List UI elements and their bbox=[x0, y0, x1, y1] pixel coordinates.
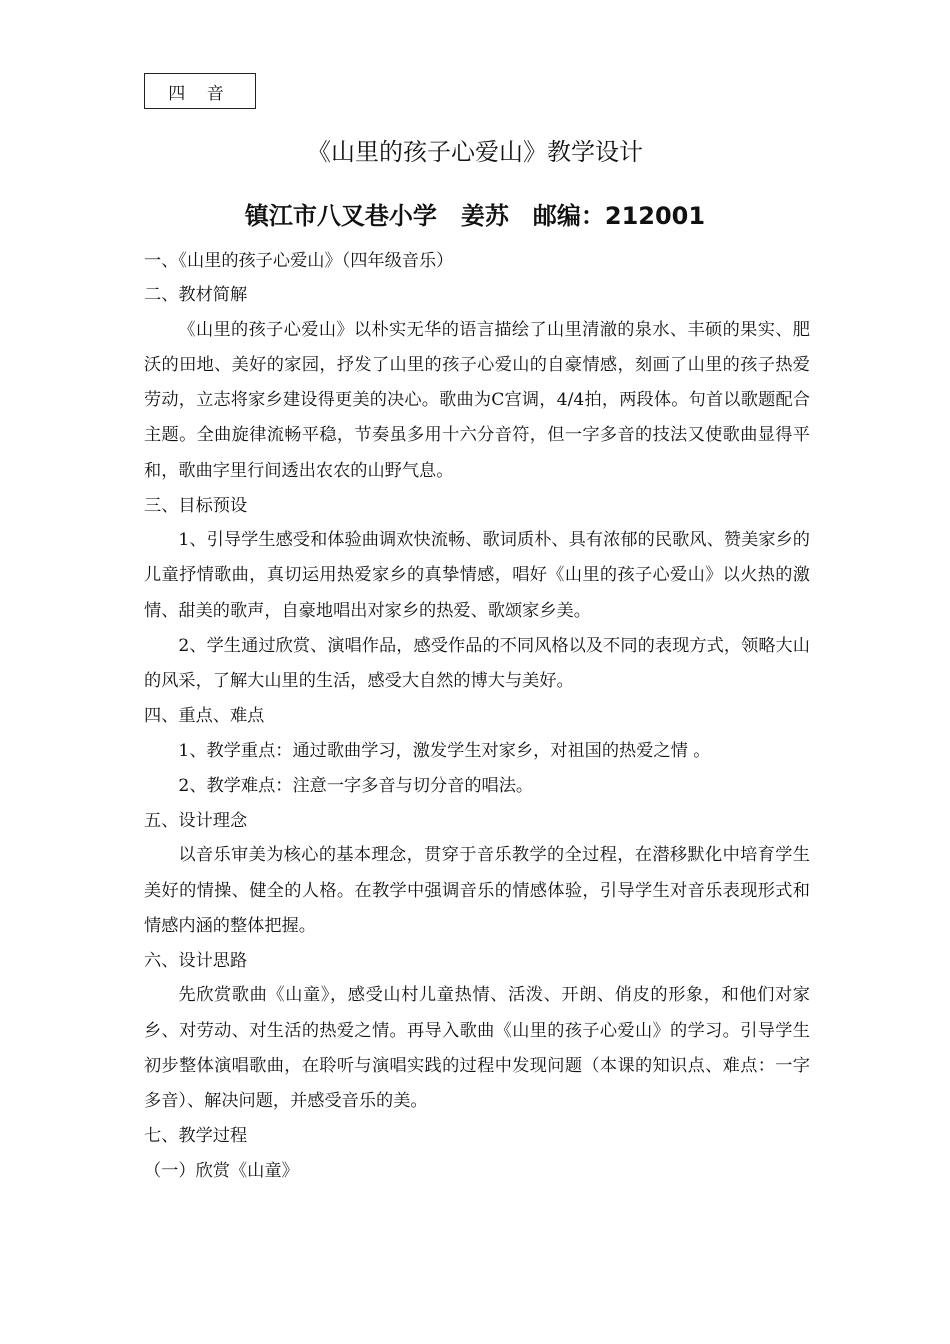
section-heading-5: 五、设计理念 bbox=[144, 811, 248, 831]
subject-tag-box bbox=[144, 73, 256, 109]
author-line: 镇江市八叉巷小学 姜苏 邮编：212001 bbox=[244, 202, 706, 230]
subject-tag-text: 四 音 bbox=[168, 83, 232, 104]
document-body bbox=[144, 244, 810, 1188]
document-title: 《山里的孩子心爱山》教学设计 bbox=[307, 138, 643, 166]
paragraph-design-concept: 以音乐审美为核心的基本理念，贯穿于音乐教学的全过程，在潜移默化中培育学生美好的情操、健全的人格。在教学中强调音乐的情感体验，引导学生对音乐表现形式和情感内涵的整体把握。 bbox=[144, 845, 810, 936]
paragraph-key-point: 1、教学重点：通过歌曲学习，激发学生对家乡，对祖国的热爱之情 。 bbox=[178, 740, 711, 761]
paragraph-goal-1: 1、引导学生感受和体验曲调欢快流畅、歌词质朴、具有浓郁的民歌风、赞美家乡的儿童抒情歌曲，真切运用热爱家乡的真挚情感，唱好《山里的孩子心爱山》以火热的激情、甜美的歌声，自豪地唱出对家乡的热爱、歌颂家乡美。 bbox=[144, 530, 810, 621]
section-heading-6: 六、设计思路 bbox=[144, 951, 248, 971]
paragraph-design-idea: 先欣赏歌曲《山童》，感受山村儿童热情、活泼、开朗、俏皮的形象，和他们对家乡、对劳动、对生活的热爱之情。再导入歌曲《山里的孩子心爱山》的学习。引导学生初步整体演唱歌曲，在聆听与演唱实践的过程中发现问题（本课的知识点、难点：一字多音）、解决问题，并感受音乐的美。 bbox=[144, 985, 810, 1111]
section-heading-1: 一、《山里的孩子心爱山》（四年级音乐） bbox=[144, 251, 454, 271]
section-heading-3: 三、目标预设 bbox=[144, 495, 248, 516]
paragraph-goal-2: 2、学生通过欣赏、演唱作品，感受作品的不同风格以及不同的表现方式，领略大山的风采，了解大山里的生活，感受大自然的博大与美好。 bbox=[144, 635, 810, 691]
section-heading-2: 二、教材简解 bbox=[144, 285, 248, 306]
section-heading-7: 七、教学过程 bbox=[144, 1126, 248, 1147]
paragraph-material-intro: 《山里的孩子心爱山》以朴实无华的语言描绘了山里清澈的泉水、丰硕的果实、肥沃的田地、美好的家园，抒发了山里的孩子心爱山的自豪情感，刻画了山里的孩子热爱劳动，立志将家乡建设得更美的决心。歌曲为C宫调，4/4拍，两段体。句首以歌题配合主题。全曲旋律流畅平稳，节奏虽多用十六分音符，但一字多音的技法又使歌曲显得平和，歌曲字里行间透出农农的山野气息。 bbox=[144, 319, 810, 481]
subsection-heading-1: （一）欣赏《山童》 bbox=[144, 1160, 299, 1181]
paragraph-difficulty: 2、教学难点：注意一字多音与切分音的唱法。 bbox=[178, 775, 534, 796]
section-heading-4: 四、重点、难点 bbox=[144, 706, 265, 727]
